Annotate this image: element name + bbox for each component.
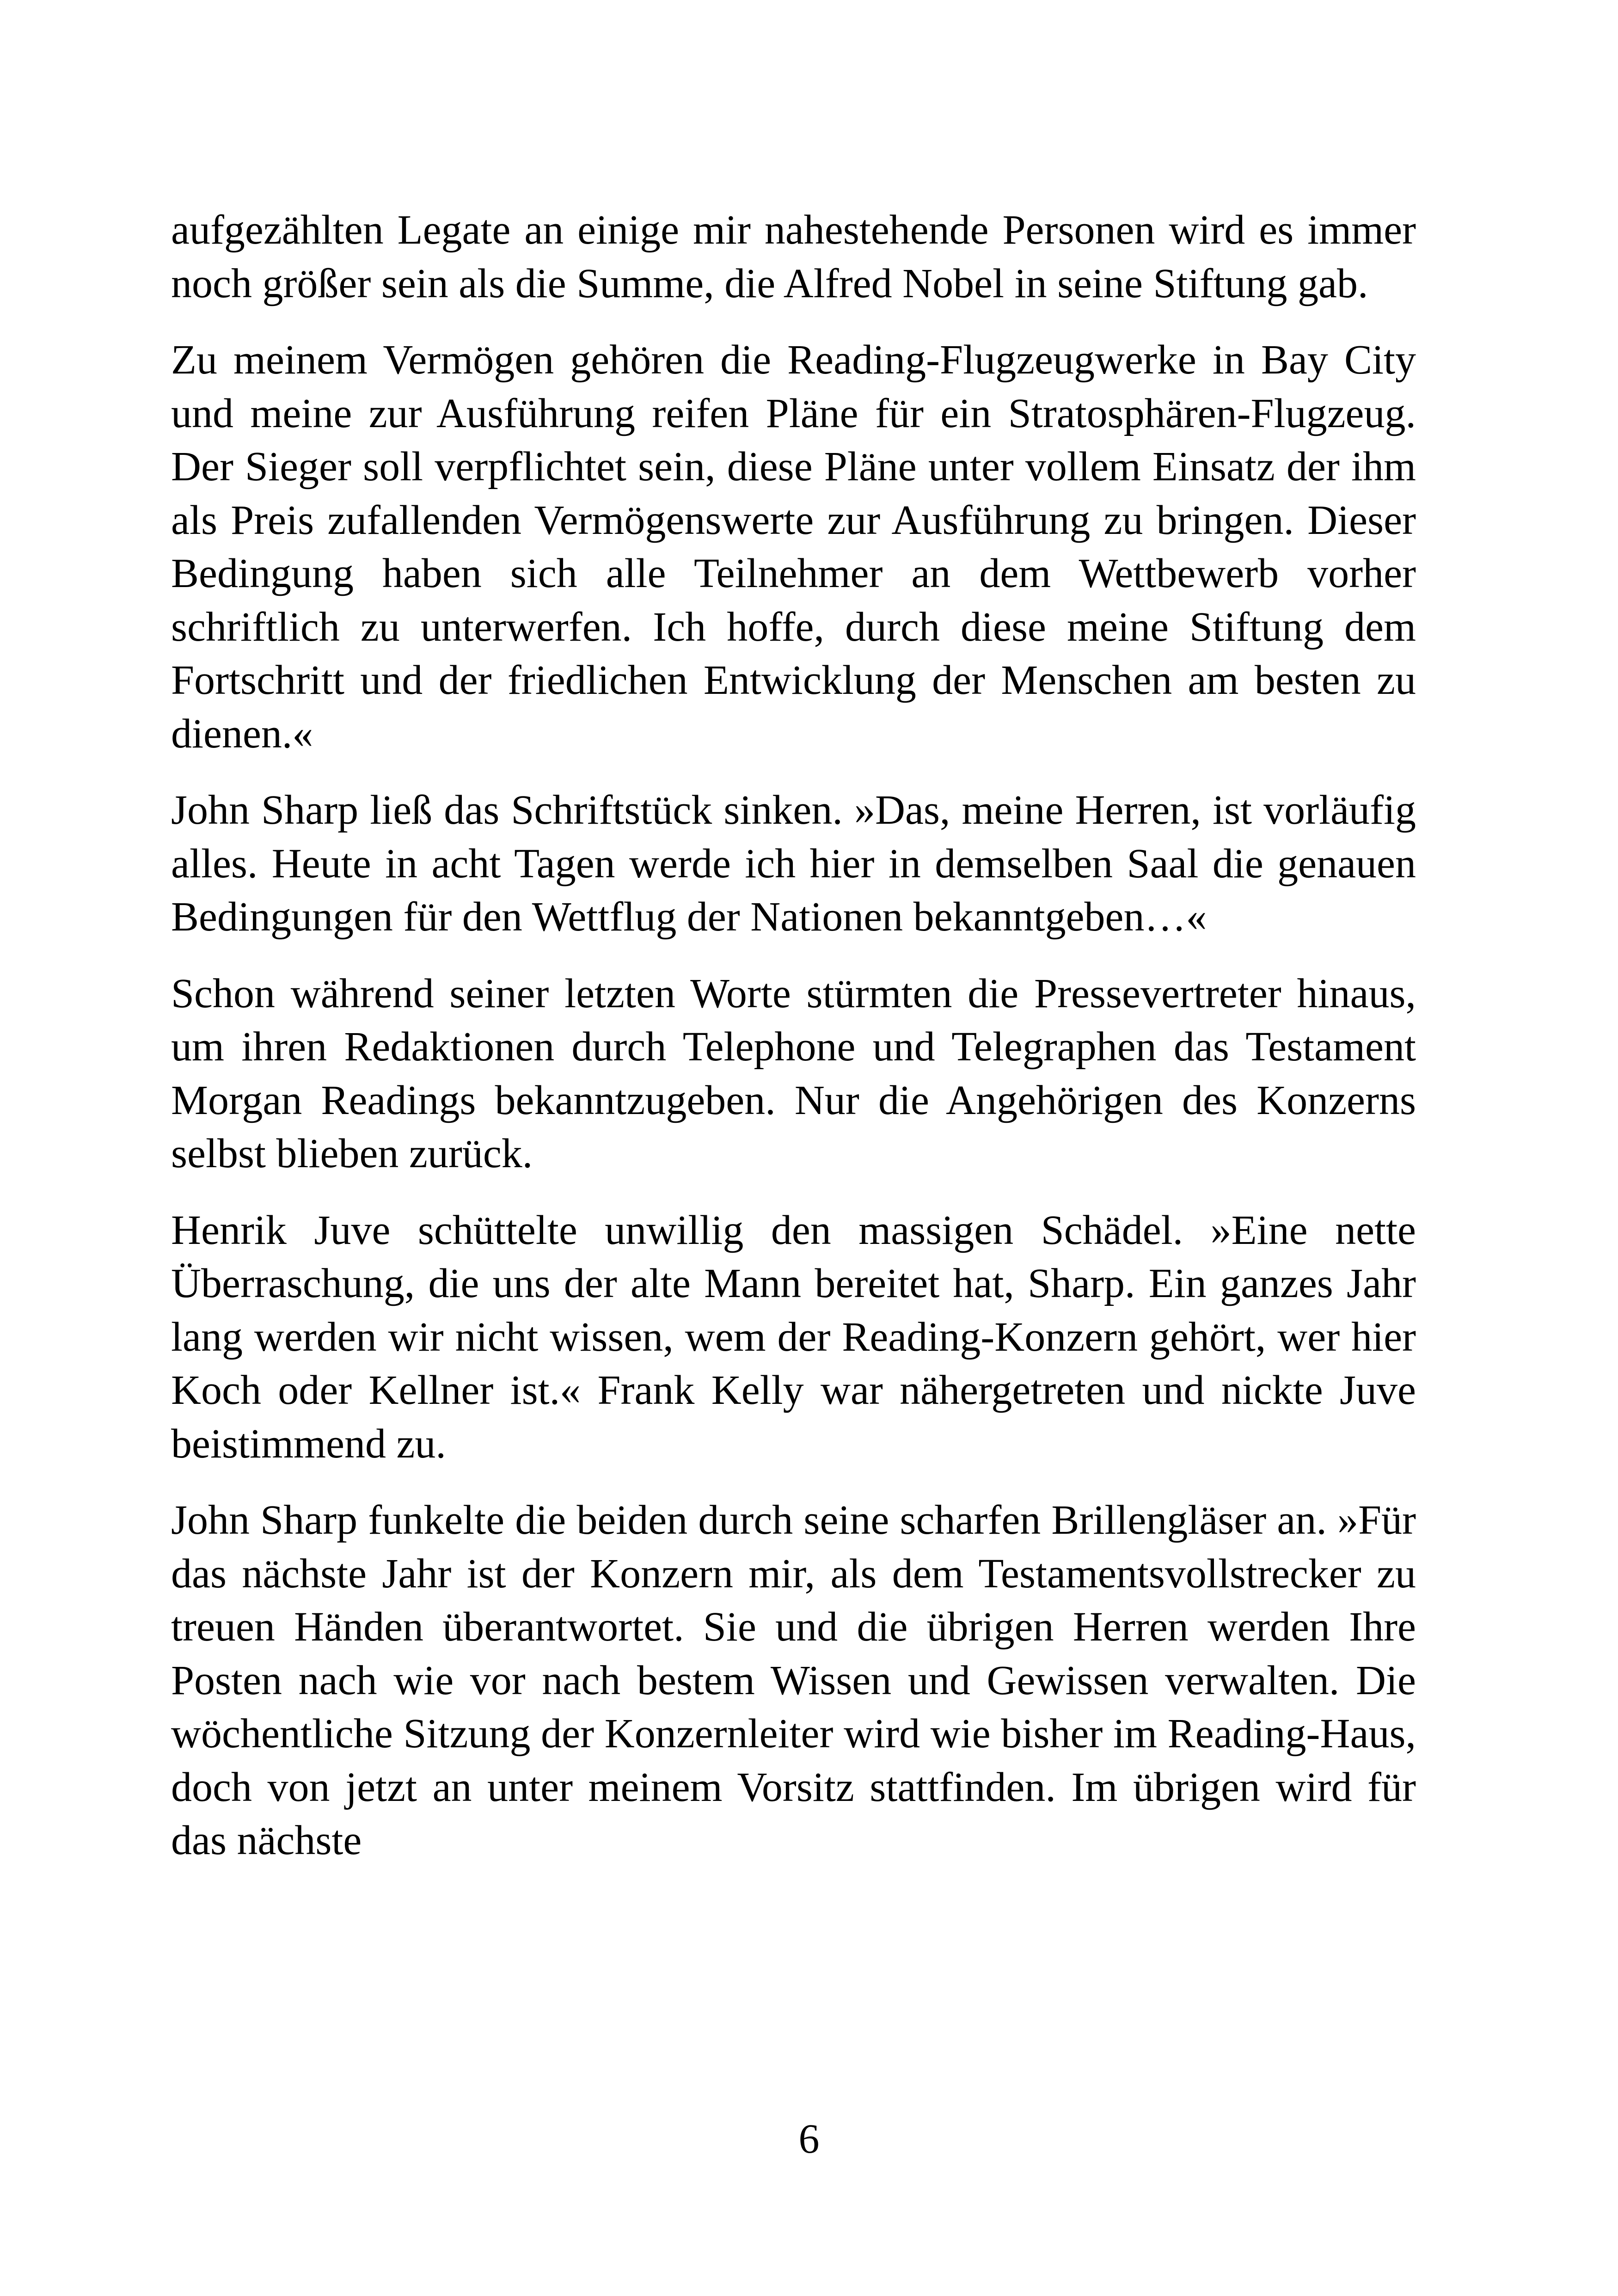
page-body [171,203,1416,1891]
paragraph-pressevertreter: Schon während seiner letzten Worte stürmten die Pressevertreter hinaus, um ihren Redaktionen durch Telephone und Telegraphen das Testament Morgan Readings bekanntzugeben. Nur die Angehörigen des Konzerns selbst blieben zurück. [171,970,1416,1176]
paragraph-legate: aufgezählten Legate an einige mir nahestehende Personen wird es immer noch größer sein als die Summe, die Alfred Nobel in seine Stiftung gab. [171,207,1416,306]
paragraph-juve: Henrik Juve schüttelte unwillig den massigen Schädel. »Eine nette Überraschung, die uns der alte Mann bereitet hat, Sharp. Ein ganzes Jahr lang werden wir nicht wissen, wem der Reading-Konzern gehört, wer hier Koch oder Kellner ist.« Frank Kelly war nähergetreten und nickte Juve beistimmend zu. [171,1207,1416,1467]
paragraph-sharp-konzern: John Sharp funkelte die beiden durch seine scharfen Brillengläser an. »Für das nächste Jahr ist der Konzern mir, als dem Testamentsvollstrecker zu treuen Händen überantwortet. Sie und die übrigen Herren werden Ihre Posten nach wie vor nach bestem Wissen und Gewissen verwalten. Die wöchentliche Sitzung der Konzernleiter wird wie bisher im Reading-Haus, doch von jetzt an unter meinem Vorsitz stattfinden. Im übrigen wird für das nächste [171,1497,1416,1863]
paragraph-sharp-schriftstueck: John Sharp ließ das Schriftstück sinken. »Das, meine Herren, ist vorläufig alles. Heute in acht Tagen werde ich hier in demselben Saal die genauen Bedingungen für den Wettflug der Nationen bekanntgeben…« [171,787,1416,940]
page-number: 6 [798,2116,820,2162]
paragraph-vermoegen: Zu meinem Vermögen gehören die Reading-Flugzeugwerke in Bay City und meine zur Ausführung reifen Pläne für ein Stratosphären-Flugzeug. Der Sieger soll verpflichtet sein, diese Pläne unter vollem Einsatz der ihm als Preis zufallenden Vermögenswerte zur Ausführung zu bringen. Dieser Bedingung haben sich alle Teilnehmer an dem Wettbewerb vorher schriftlich zu unterwerfen. Ich hoffe, durch diese meine Stiftung dem Fortschritt und der friedlichen Entwicklung der Menschen am besten zu dienen.« [171,337,1416,757]
